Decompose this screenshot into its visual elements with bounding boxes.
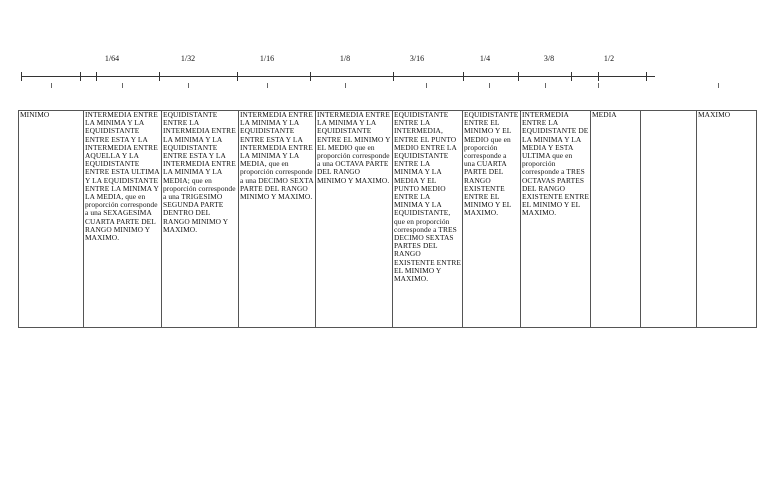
scale-tick [310,72,311,81]
scale-tick [463,72,464,81]
table-row [19,111,757,328]
scale-tick [80,72,81,81]
fraction-label: 1/16 [259,54,275,63]
scale-tick [96,72,97,81]
proportion-table [18,110,757,328]
table-cell-3-16: EQUIDISTANTE ENTRE LA INTERMEDIA, ENTRE EL PUNTO MEDIO ENTRE LA EQUIDISTANTE ENTRE LA MINIMA Y LA MEDIA Y EL PUNTO MEDIO ENTRE LA MINIMA Y LA EQUIDISTANTE, que en proporción corresponde a TRES DECIMO SEXTAS PARTES DEL RANGO EXISTENTE ENTRE EL MINIMO Y MAXIMO. [393,111,463,328]
scale-subtick [718,83,719,88]
table-cell-media: MEDIA [591,111,641,328]
scale-subtick [267,83,268,88]
scale-tick [21,72,22,81]
table-cell-1-4: EQUIDISTANTE ENTRE EL MINIMO Y EL MEDIO que en proporción corresponde a una CUARTA PARTE DEL RANGO EXISTENTE ENTRE EL MINIMO Y EL MAXIMO. [463,111,521,328]
scale-subtick [426,83,427,88]
scale-tick [518,72,519,81]
fraction-label: 1/2 [603,54,615,63]
fraction-label: 1/8 [339,54,351,63]
table-cell-empty [641,111,697,328]
table-cell-1-64: INTERMEDIA ENTRE LA MINIMA Y LA EQUIDISTANTE ENTRE ESTA Y LA INTERMEDIA ENTRE AQUELLA Y LA EQUIDISTANTE ENTRE ESTA ULTIMA Y LA EQUIDISTANTE ENTRE LA MINIMA Y LA MEDIA, que en proporción corresponde a una SEXAGESIMA CUARTA PARTE DEL RANGO MINIMO Y MAXIMO. [84,111,162,328]
scale-tick [598,72,599,81]
scale-tick [237,72,238,81]
fraction-label: 1/64 [104,54,120,63]
scale-subtick [345,83,346,88]
fraction-label: 1/32 [180,54,196,63]
table-cell-3-8: INTERMEDIA ENTRE LA EQUIDISTANTE DE LA MINIMA Y LA MEDIA Y ESTA ULTIMA que en proporción corresponde a TRES OCTAVAS PARTES DEL RANGO EXISTENTE ENTRE EL MINIMO Y EL MAXIMO. [521,111,591,328]
scale-subtick [598,83,599,88]
table-cell-1-8: INTERMEDIA ENTRE LA MINIMA Y LA EQUIDISTANTE ENTRE EL MINIMO Y EL MEDIO que en proporción corresponde a una OCTAVA PARTE DEL RANGO MINIMO Y MAXIMO. [316,111,393,328]
fraction-label: 3/16 [409,54,425,63]
scale-subtick [188,83,189,88]
scale-tick [646,72,647,81]
scale-tick [159,72,160,81]
scale-subtick [51,83,52,88]
scale-tick [571,72,572,81]
scale-tick [393,72,394,81]
table-cell-minimo: MINIMO [19,111,84,328]
scale-ruler-line [21,76,655,77]
scale-subtick [545,83,546,88]
scale-subtick [489,83,490,88]
fraction-label: 3/8 [543,54,555,63]
table-cell-maximo: MAXIMO [697,111,757,328]
table-cell-1-32: EQUIDISTANTE ENTRE LA INTERMEDIA ENTRE LA MINIMA Y LA EQUIDISTANTE ENTRE ESTA Y LA INTERMEDIA ENTRE LA MINIMA Y LA MEDIA; que en proporción corresponde a una TRIGESIMO SEGUNDA PARTE DENTRO DEL RANGO MINIMO Y MAXIMO. [162,111,239,328]
scale-subtick [122,83,123,88]
fraction-label: 1/4 [479,54,491,63]
table-cell-1-16: INTERMEDIA ENTRE LA MINIMA Y LA EQUIDISTANTE ENTRE ESTA Y LA INTERMEDIA ENTRE LA MINIMA Y LA MEDIA, que en proporción corresponde a una DECIMO SEXTA PARTE DEL RANGO MINIMO Y MAXIMO. [239,111,316,328]
